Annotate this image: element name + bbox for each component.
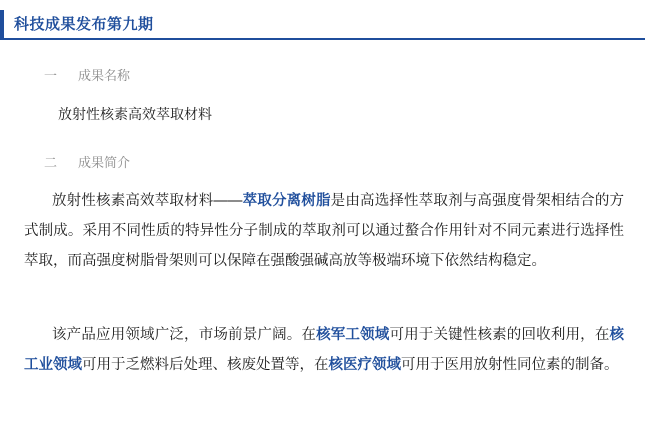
- section-label: 成果简介: [78, 155, 131, 170]
- section-heading-result-intro: [44, 152, 130, 171]
- paragraph2-highlight-industry: 核工业领域: [24, 327, 625, 373]
- section-number: 二: [44, 155, 58, 170]
- section-heading-result-name: [44, 65, 130, 84]
- paragraph1-lead: 放射性核素高效萃取材料——: [52, 193, 243, 209]
- section-label: 成果名称: [78, 68, 131, 83]
- paragraph2-part1: 该产品应用领域广泛，市场前景广阔。在: [52, 327, 317, 343]
- paragraph2-part2: 可用于关键性核素的回收利用，在: [389, 327, 610, 343]
- document-header: [0, 10, 645, 40]
- intro-paragraph-2: [24, 320, 624, 380]
- paragraph2-highlight-military: 核军工领域: [316, 327, 390, 343]
- paragraph2-highlight-medical: 核医疗领域: [328, 357, 401, 373]
- paragraph2-part4: 可用于医用放射性同位素的制备。: [401, 357, 619, 373]
- paragraph2-part3: 可用于乏燃料后处理、核废处置等，在: [82, 357, 329, 373]
- paragraph1-highlight-resin: 萃取分离树脂: [242, 193, 331, 209]
- page-title: 科技成果发布第九期: [14, 16, 154, 33]
- header-divider: [0, 38, 645, 40]
- section-number: 一: [44, 68, 58, 83]
- result-name-value: 放射性核素高效萃取材料: [58, 106, 212, 122]
- header-accent-bar: [0, 10, 4, 38]
- paragraph1-rest: 是由高选择性萃取剂与高强度骨架相结合的方式制成。采用不同性质的特异性分子制成的萃取剂可以通过螯合作用针对不同元素进行选择性萃取，而高强度树脂骨架则可以保障在强酸强碱高放等极端环境下依然结构稳定。: [24, 193, 625, 269]
- intro-paragraph-1: [24, 186, 624, 276]
